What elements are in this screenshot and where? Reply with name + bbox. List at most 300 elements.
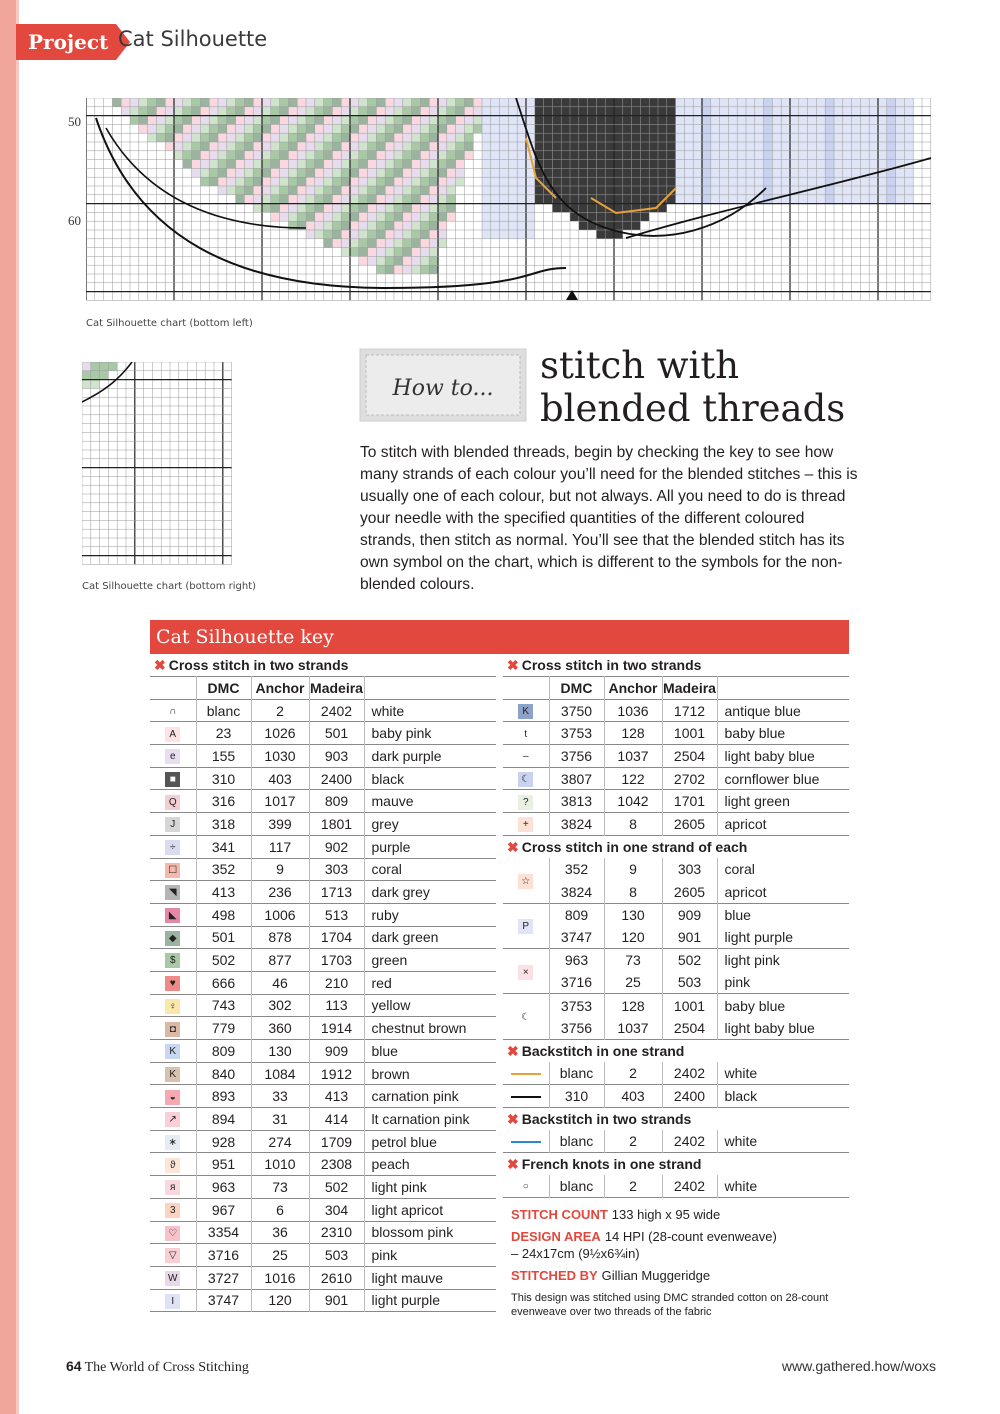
colour-name: blossom pink: [371, 1224, 454, 1241]
anchor-number: 122: [604, 767, 662, 790]
dmc-number: 840: [196, 1062, 251, 1085]
key-row: [503, 881, 849, 904]
key-symbol-cell: [503, 722, 549, 745]
key-symbol-cell: [503, 767, 549, 790]
backstitch-line-cell: [503, 1085, 549, 1108]
key-row: [503, 1017, 849, 1040]
key-table-left: [150, 676, 496, 1312]
anchor-number: 33: [251, 1085, 309, 1108]
key-row: [150, 835, 496, 858]
chart-caption-bottom-left: Cat Silhouette chart (bottom left): [86, 318, 253, 329]
anchor-number: 128: [604, 722, 662, 745]
stitch-count-label: STITCH COUNT: [511, 1207, 608, 1223]
symbol-swatch-icon: e: [165, 749, 180, 764]
anchor-number: 1084: [251, 1062, 309, 1085]
madeira-number: 413: [309, 1085, 364, 1108]
key-row: [150, 1108, 496, 1131]
symbol-swatch-icon: K: [165, 1067, 180, 1082]
key-row: [503, 1175, 849, 1198]
key-symbol-cell: [150, 1085, 196, 1108]
anchor-number: 360: [251, 1017, 309, 1040]
colour-name: pink: [724, 974, 751, 991]
colour-name: brown: [371, 1065, 410, 1082]
colour-name: light mauve: [371, 1269, 444, 1286]
anchor-number: 1016: [251, 1266, 309, 1289]
anchor-number: 1042: [604, 790, 662, 813]
madeira-number: 210: [309, 971, 364, 994]
colour-name: chestnut brown: [371, 1020, 467, 1037]
madeira-number: 1001: [662, 994, 717, 1017]
madeira-number: 502: [309, 1176, 364, 1199]
dmc-number: blanc: [549, 1130, 604, 1153]
key-row: [503, 699, 849, 722]
dmc-number: 310: [549, 1085, 604, 1108]
symbol-swatch-icon: A: [165, 727, 180, 742]
anchor-number: 274: [251, 1130, 309, 1153]
colour-name: white: [724, 1132, 758, 1149]
anchor-number: 120: [251, 1289, 309, 1312]
colour-name: light purple: [724, 928, 793, 945]
dmc-number: 779: [196, 1017, 251, 1040]
colour-name: peach: [371, 1156, 410, 1173]
dmc-number: 316: [196, 790, 251, 813]
colour-name: light apricot: [371, 1201, 444, 1218]
dmc-number: 3813: [549, 790, 604, 813]
key-row: [150, 1198, 496, 1221]
anchor-number: 25: [251, 1244, 309, 1267]
dmc-number: 501: [196, 926, 251, 949]
key-row: [150, 745, 496, 768]
key-row: [150, 1289, 496, 1312]
madeira-number: 901: [309, 1289, 364, 1312]
key-row: [150, 1040, 496, 1063]
key-row: [150, 1130, 496, 1153]
symbol-swatch-icon: ◥: [165, 885, 180, 900]
symbol-swatch-icon: W: [165, 1271, 180, 1286]
key-symbol-cell: [150, 881, 196, 904]
dmc-number: 3747: [196, 1289, 251, 1312]
anchor-number: 1010: [251, 1153, 309, 1176]
key-row: [503, 1062, 849, 1085]
anchor-number: 878: [251, 926, 309, 949]
symbol-swatch-icon: ϑ: [165, 1158, 180, 1173]
key-row: [150, 858, 496, 881]
key-section-heading: ✖ French knots in one strand: [507, 1155, 702, 1172]
page-folio: [66, 1358, 249, 1376]
symbol-swatch-icon: 3: [165, 1203, 180, 1218]
key-symbol-cell: [503, 813, 549, 836]
madeira-number: 1801: [309, 813, 364, 836]
colour-name: yellow: [371, 997, 411, 1014]
blend-symbol-icon: ×: [518, 965, 533, 980]
symbol-swatch-icon: ◆: [165, 931, 180, 946]
anchor-number: 8: [604, 813, 662, 836]
cross-icon: ✖: [154, 657, 166, 673]
dmc-number: 3716: [196, 1244, 251, 1267]
colour-name: light green: [724, 793, 790, 810]
madeira-number: 2605: [662, 881, 717, 904]
key-table-backstitch-two: [503, 1130, 849, 1153]
colour-name: dark green: [371, 929, 439, 946]
key-symbol-cell: [503, 790, 549, 813]
dmc-number: 318: [196, 813, 251, 836]
colour-name: coral: [724, 861, 755, 878]
madeira-number: 501: [309, 722, 364, 745]
anchor-number: 1037: [604, 745, 662, 768]
dmc-number: 3727: [196, 1266, 251, 1289]
dmc-number: 3716: [549, 971, 604, 994]
key-row: [150, 1017, 496, 1040]
anchor-number: 2: [604, 1130, 662, 1153]
key-table-blends: [503, 858, 849, 1040]
key-row: [503, 722, 849, 745]
symbol-swatch-icon: ▽: [165, 1248, 180, 1263]
key-left-column: [150, 654, 496, 1312]
colour-name: lt carnation pink: [371, 1110, 470, 1127]
row-label-50: 50: [68, 114, 81, 129]
key-symbol-cell: [150, 813, 196, 836]
stitched-by-label: STITCHED BY: [511, 1268, 598, 1284]
key-section-heading: ✖ Cross stitch in one strand of each: [507, 838, 748, 855]
dmc-number: 310: [196, 767, 251, 790]
anchor-number: 399: [251, 813, 309, 836]
madeira-number: 303: [309, 858, 364, 881]
stitch-count-value: 133 high x 95 wide: [611, 1207, 721, 1223]
anchor-number: 1036: [604, 699, 662, 722]
madeira-number: 2402: [309, 699, 364, 722]
key-row: [150, 1085, 496, 1108]
dmc-number: 809: [196, 1040, 251, 1063]
how-to-title-line1: stitch with: [540, 344, 740, 387]
symbol-swatch-icon: $: [165, 953, 180, 968]
key-row: [150, 813, 496, 836]
key-row: [150, 1062, 496, 1085]
key-row: [150, 699, 496, 722]
colour-name: white: [371, 702, 405, 719]
colour-name: white: [724, 1177, 758, 1194]
dmc-number: 3824: [549, 881, 604, 904]
page-number: 64: [66, 1358, 82, 1374]
how-to-body: To stitch with blended threads, begin by checking the key to see how many strands of each colour you’ll need for the blended stitches – this is usually one of each colour, but not always. All you need to do is thread your needle with the specified quantities of the different coloured strands, then stitch as normal. You’ll see that the blended stitch has its own symbol on the chart, which is different to the symbols for the non-blended colours.: [360, 444, 858, 593]
key-symbol-cell: [150, 722, 196, 745]
madeira-number: 2400: [662, 1085, 717, 1108]
colour-name: apricot: [724, 883, 767, 900]
symbol-swatch-icon: –: [518, 749, 533, 764]
key-symbol-cell: [150, 1221, 196, 1244]
backstitch-line-cell: [503, 1130, 549, 1153]
dmc-number: blanc: [196, 699, 251, 722]
madeira-number: 1701: [662, 790, 717, 813]
madeira-number: 1912: [309, 1062, 364, 1085]
colour-name: baby blue: [724, 997, 786, 1014]
anchor-number: 403: [604, 1085, 662, 1108]
dmc-number: 743: [196, 994, 251, 1017]
madeira-number: 901: [662, 926, 717, 949]
stitched-by-value: Gillian Muggeridge: [601, 1268, 711, 1284]
anchor-number: 1006: [251, 903, 309, 926]
key-symbol-cell: [150, 745, 196, 768]
key-row: [150, 767, 496, 790]
colour-name: blue: [724, 906, 751, 923]
anchor-number: 8: [604, 881, 662, 904]
key-symbol-cell: [150, 926, 196, 949]
colour-name: pink: [371, 1247, 398, 1264]
key-row: [150, 926, 496, 949]
anchor-number: 46: [251, 971, 309, 994]
key-symbol-cell: [150, 971, 196, 994]
cross-icon: ✖: [507, 1155, 519, 1172]
madeira-number: 1712: [662, 699, 717, 722]
key-row: [503, 926, 849, 949]
key-symbol-cell: [150, 1266, 196, 1289]
dmc-number: 352: [196, 858, 251, 881]
dmc-number: 963: [196, 1176, 251, 1199]
anchor-number: 2: [251, 699, 309, 722]
colour-name: coral: [371, 861, 402, 878]
madeira-number: 304: [309, 1198, 364, 1221]
key-title: Cat Silhouette key: [150, 620, 849, 654]
blend-symbol-icon: P: [518, 919, 533, 934]
key-row: [150, 1266, 496, 1289]
key-row: [150, 722, 496, 745]
key-row: [150, 1153, 496, 1176]
how-to-label: How to...: [392, 376, 494, 401]
anchor-number: 1037: [604, 1017, 662, 1040]
french-knot-icon: ○: [522, 1181, 529, 1193]
dmc-number: 3354: [196, 1221, 251, 1244]
key-symbol-cell: [150, 1289, 196, 1312]
stitch-stats: [503, 1198, 849, 1319]
dmc-number: 963: [549, 949, 604, 972]
page-edge-stripe-light: [16, 0, 19, 1414]
symbol-swatch-icon: J: [165, 817, 180, 832]
key-row: [150, 971, 496, 994]
key-symbol-cell: [503, 949, 549, 994]
backstitch-line-icon: [511, 1096, 541, 1098]
design-area-label: DESIGN AREA: [511, 1229, 601, 1245]
madeira-number: 902: [309, 835, 364, 858]
madeira-number: 909: [662, 903, 717, 926]
madeira-number: 1703: [309, 949, 364, 972]
colour-name: purple: [371, 838, 411, 855]
key-row: [503, 767, 849, 790]
key-row: [503, 949, 849, 972]
magazine-name: The World of Cross Stitching: [84, 1360, 249, 1375]
dmc-number: 413: [196, 881, 251, 904]
key-table-right: [503, 676, 849, 836]
symbol-swatch-icon: ◘: [165, 1022, 180, 1037]
key-symbol-cell: [150, 790, 196, 813]
chart-bottom-right: [82, 362, 234, 568]
symbol-swatch-icon: ■: [165, 772, 180, 787]
anchor-number: 117: [251, 835, 309, 858]
key-symbol-cell: [150, 835, 196, 858]
colour-name: light purple: [371, 1292, 440, 1309]
madeira-number: 113: [309, 994, 364, 1017]
key-symbol-cell: [150, 903, 196, 926]
madeira-number: 1001: [662, 722, 717, 745]
anchor-number: 403: [251, 767, 309, 790]
key-table-backstitch-one: [503, 1062, 849, 1108]
dmc-number: 893: [196, 1085, 251, 1108]
colour-name: light pink: [724, 952, 780, 969]
key-symbol-cell: [150, 994, 196, 1017]
anchor-number: 73: [604, 949, 662, 972]
stitch-note: This design was stitched using DMC stranded cotton on 28-count evenweave over two threads of the fabric: [511, 1292, 829, 1319]
anchor-number: 9: [251, 858, 309, 881]
colour-name: cornflower blue: [724, 770, 820, 787]
key-section-heading: ✖ Backstitch in two strands: [507, 1110, 692, 1127]
how-to-ribbon-badge: [358, 347, 528, 423]
dmc-number: blanc: [549, 1062, 604, 1085]
symbol-swatch-icon: +: [518, 817, 533, 832]
anchor-number: 120: [604, 926, 662, 949]
madeira-number: 503: [309, 1244, 364, 1267]
section-tag: Project: [16, 24, 116, 60]
cross-icon: ✖: [507, 1110, 519, 1127]
madeira-number: 903: [309, 745, 364, 768]
madeira-number: 502: [662, 949, 717, 972]
madeira-number: 2610: [309, 1266, 364, 1289]
madeira-number: 503: [662, 971, 717, 994]
key-symbol-cell: [503, 858, 549, 903]
key-symbol-cell: [503, 745, 549, 768]
anchor-number: 1026: [251, 722, 309, 745]
design-area-value: 14 HPI (28-count evenweave): [604, 1229, 777, 1245]
dmc-number: 3753: [549, 722, 604, 745]
key-symbol-cell: [150, 767, 196, 790]
website-url: www.gathered.how/woxs: [781, 1358, 936, 1374]
dmc-number: 3807: [549, 767, 604, 790]
colour-name: light baby blue: [724, 747, 815, 764]
dmc-number: 967: [196, 1198, 251, 1221]
key-right-column: [503, 654, 849, 1319]
colour-name: dark grey: [371, 884, 430, 901]
anchor-number: 73: [251, 1176, 309, 1199]
cross-icon: ✖: [507, 838, 519, 855]
key-section-heading: ✖ Cross stitch in two strands: [507, 657, 702, 673]
dmc-number: 341: [196, 835, 251, 858]
symbol-swatch-icon: ÷: [165, 840, 180, 855]
chart-bottom-left: [86, 98, 936, 306]
colour-name: grey: [371, 815, 399, 832]
symbol-swatch-icon: ♡: [165, 1226, 180, 1241]
anchor-number: 1017: [251, 790, 309, 813]
key-symbol-cell: [150, 1153, 196, 1176]
anchor-number: 2: [604, 1062, 662, 1085]
symbol-swatch-icon: ♥: [165, 976, 180, 991]
key-row: [150, 1176, 496, 1199]
cross-icon: ✖: [507, 1042, 519, 1059]
symbol-swatch-icon: ∩: [165, 704, 180, 719]
anchor-number: 1030: [251, 745, 309, 768]
key-symbol-cell: [150, 949, 196, 972]
dmc-number: 23: [196, 722, 251, 745]
madeira-number: 2400: [309, 767, 364, 790]
madeira-number: 909: [309, 1040, 364, 1063]
anchor-number: 2: [604, 1175, 662, 1198]
colour-name: carnation pink: [371, 1088, 459, 1105]
anchor-number: 128: [604, 994, 662, 1017]
madeira-number: 414: [309, 1108, 364, 1131]
key-row: [503, 790, 849, 813]
how-to-title-line2: blended threads: [540, 387, 846, 430]
symbol-swatch-icon: ☐: [165, 863, 180, 878]
colour-name: mauve: [371, 793, 414, 810]
symbol-swatch-icon: t: [518, 727, 533, 742]
backstitch-line-icon: [511, 1073, 541, 1075]
symbol-swatch-icon: ☾: [518, 772, 533, 787]
colour-name: light pink: [371, 1178, 427, 1195]
symbol-swatch-icon: ♀: [165, 999, 180, 1014]
page-edge-stripe: [0, 0, 16, 1414]
madeira-number: 2308: [309, 1153, 364, 1176]
cross-icon: ✖: [507, 657, 519, 673]
anchor-number: 877: [251, 949, 309, 972]
anchor-number: 31: [251, 1108, 309, 1131]
key-symbol-cell: [150, 1062, 196, 1085]
symbol-swatch-icon: ?: [518, 795, 533, 810]
anchor-number: 36: [251, 1221, 309, 1244]
dmc-number: 3824: [549, 813, 604, 836]
madeira-number: 1713: [309, 881, 364, 904]
madeira-number: 513: [309, 903, 364, 926]
dmc-number: 3750: [549, 699, 604, 722]
symbol-swatch-icon: I: [165, 1294, 180, 1309]
dmc-number: 352: [549, 858, 604, 881]
madeira-number: 1704: [309, 926, 364, 949]
anchor-number: 236: [251, 881, 309, 904]
symbol-swatch-icon: я: [165, 1180, 180, 1195]
key-symbol-cell: [150, 1130, 196, 1153]
madeira-number: 2702: [662, 767, 717, 790]
key-table-french-knots: [503, 1175, 849, 1198]
key-row: [503, 1085, 849, 1108]
key-row: [150, 790, 496, 813]
colour-name: red: [371, 974, 392, 991]
madeira-number: 2402: [662, 1062, 717, 1085]
row-label-60: 60: [68, 213, 81, 228]
key-symbol-cell: [503, 1175, 549, 1198]
design-area-size: – 24x17cm (9½x6¾in): [511, 1246, 640, 1262]
key-symbol-cell: [150, 1244, 196, 1267]
key-symbol-cell: [150, 858, 196, 881]
chart-caption-bottom-right: Cat Silhouette chart (bottom right): [82, 581, 257, 592]
madeira-number: 2504: [662, 1017, 717, 1040]
colour-name: black: [724, 1087, 758, 1104]
symbol-swatch-icon: K: [165, 1044, 180, 1059]
madeira-number: 2605: [662, 813, 717, 836]
key-row: [150, 1221, 496, 1244]
key-row: [503, 971, 849, 994]
dmc-number: 894: [196, 1108, 251, 1131]
colour-name: white: [724, 1064, 758, 1081]
colour-name: ruby: [371, 906, 399, 923]
colour-name: baby pink: [371, 725, 432, 742]
key-row: [503, 994, 849, 1017]
colour-name: dark purple: [371, 747, 442, 764]
key-section-heading: ✖ Cross stitch in two strands: [154, 657, 349, 673]
key-row: [150, 994, 496, 1017]
blend-symbol-icon: ☆: [518, 874, 533, 889]
colour-name: black: [371, 770, 405, 787]
key-row: [503, 813, 849, 836]
madeira-number: 2402: [662, 1130, 717, 1153]
dmc-number: 498: [196, 903, 251, 926]
anchor-number: 25: [604, 971, 662, 994]
key-symbol-cell: [503, 699, 549, 722]
key-symbol-cell: [503, 994, 549, 1039]
